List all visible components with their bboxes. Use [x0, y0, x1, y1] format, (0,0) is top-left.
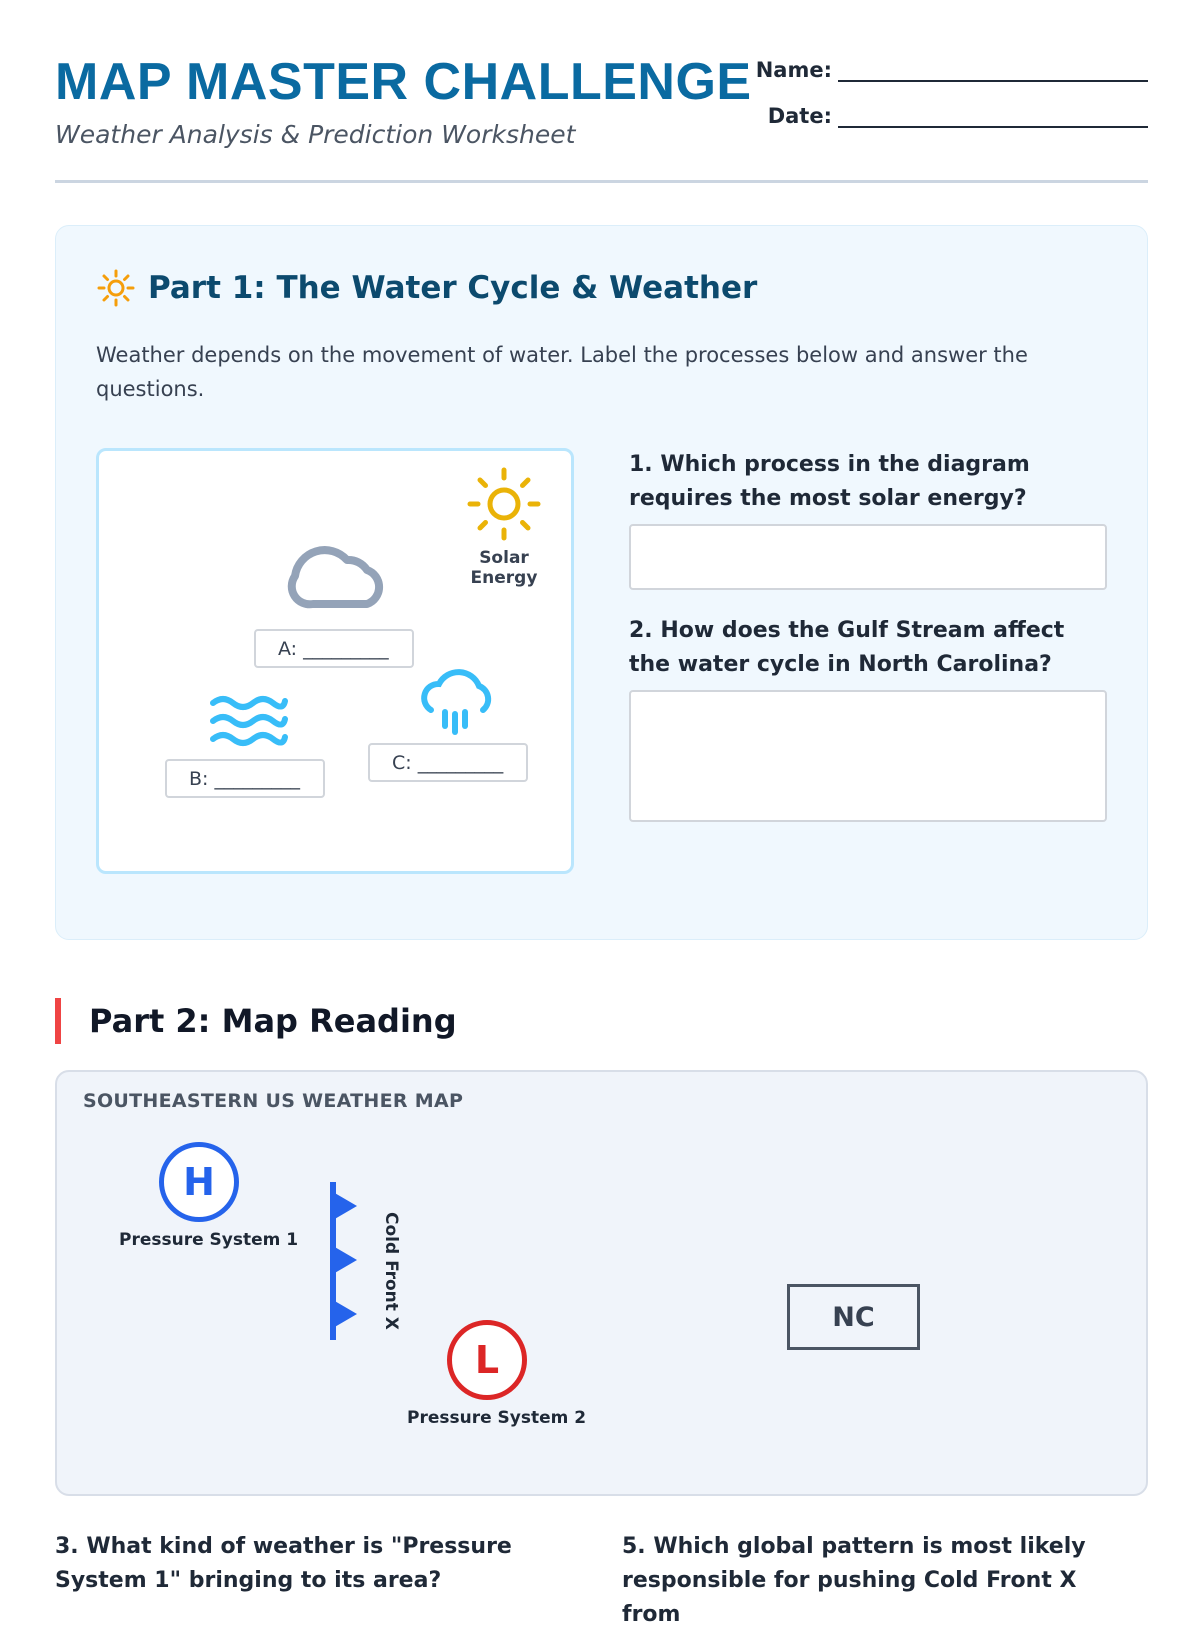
question-1-text: 1. Which process in the diagram requires the most solar energy?: [629, 452, 1030, 511]
solar-energy: [449, 466, 559, 588]
weather-map: [55, 1070, 1148, 1496]
name-blank[interactable]: [838, 62, 1148, 82]
question-1: [629, 448, 1107, 590]
cloud-icon: [287, 536, 391, 614]
question-1-answer[interactable]: [629, 524, 1107, 590]
label-a-blank[interactable]: A: _________: [254, 629, 414, 668]
low-pressure-symbol: L: [447, 1320, 527, 1400]
date-blank[interactable]: [838, 108, 1148, 128]
water-cycle-diagram: [96, 448, 574, 874]
date-label: Date:: [767, 104, 832, 128]
part1-section: [55, 225, 1148, 940]
nc-state-marker: NC: [787, 1284, 920, 1350]
section-accent-bar: [55, 998, 61, 1044]
part1-heading: [96, 268, 757, 308]
part2-title: Part 2: Map Reading: [89, 1002, 457, 1040]
cold-front-label: Cold Front X: [381, 1212, 401, 1330]
pressure-system-2: [407, 1320, 587, 1428]
question-2: [629, 614, 1107, 822]
map-title: SOUTHEASTERN US WEATHER MAP: [83, 1090, 464, 1112]
part1-title: Part 1: The Water Cycle & Weather: [148, 270, 758, 306]
worksheet-subtitle: Weather Analysis & Prediction Worksheet: [55, 120, 576, 149]
solar-energy-label: Solar Energy: [470, 548, 538, 588]
worksheet-title: MAP MASTER CHALLENGE: [55, 53, 752, 111]
part1-intro: Weather depends on the movement of water. Label the processes below and answer the questions.: [96, 343, 1028, 401]
worksheet-header: [55, 52, 1148, 149]
name-label: Name:: [755, 58, 832, 82]
pressure-system-2-label: Pressure System 2: [407, 1408, 587, 1428]
sun-icon: [466, 466, 542, 542]
label-c-blank[interactable]: C: _________: [368, 743, 528, 782]
question-5-text: 5. Which global pattern is most likely responsible for pushing Cold Front X from: [622, 1534, 1086, 1627]
pressure-system-1: [119, 1142, 299, 1250]
question-3-text: 3. What kind of weather is "Pressure System 1" bringing to its area?: [55, 1534, 512, 1593]
high-pressure-symbol: H: [159, 1142, 239, 1222]
pressure-system-1-label: Pressure System 1: [119, 1230, 299, 1250]
question-2-text: 2. How does the Gulf Stream affect the water cycle in North Carolina?: [629, 618, 1065, 677]
header-divider: [55, 180, 1148, 183]
cold-front-symbol: [327, 1180, 367, 1342]
part2-heading: [55, 998, 457, 1044]
rain-cloud-icon: [417, 666, 497, 738]
name-field[interactable]: [756, 58, 1148, 82]
label-b-blank[interactable]: B: _________: [165, 759, 325, 798]
sun-icon: [96, 268, 136, 308]
water-waves-icon: [209, 691, 289, 751]
date-field[interactable]: [768, 104, 1148, 128]
question-2-answer[interactable]: [629, 690, 1107, 822]
